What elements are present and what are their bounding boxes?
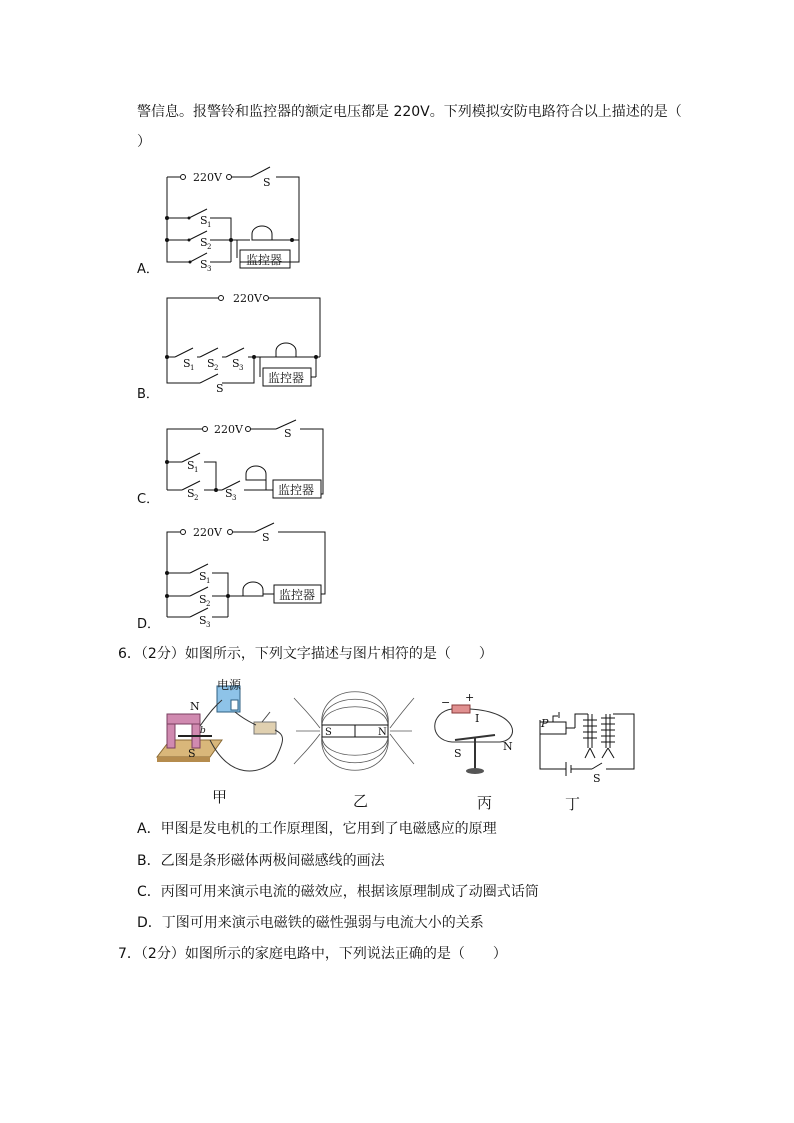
svg-text:S: S [199,593,207,606]
svg-text:S: S [187,487,195,500]
svg-text:2: 2 [194,494,199,502]
q6-option-b[interactable]: B．乙图是条形磁体两极间磁感线的画法 [137,853,385,869]
svg-text:3: 3 [206,621,211,629]
svg-text:S: S [325,727,332,738]
svg-text:3: 3 [232,494,237,502]
q5-option-b-label[interactable]: B． [137,387,159,402]
svg-text:S: S [183,357,191,370]
svg-text:S: S [284,427,292,440]
q6-figure-yi-caption: 乙 [353,792,369,810]
svg-text:S: S [454,747,462,760]
svg-text:220V: 220V [193,526,222,539]
q6-figure-jia-caption: 甲 [212,788,228,806]
q5-stem-line1: 警信息。报警铃和监控器的额定电压都是 220V。下列模拟安防电路符合以上描述的是（ [137,104,682,120]
svg-text:P: P [541,717,549,730]
svg-text:N: N [503,740,513,753]
svg-text:220V: 220V [214,423,243,436]
svg-text:S: S [593,772,601,785]
q5a-switch-s-label: S [263,176,271,189]
svg-text:−: − [441,696,451,709]
svg-text:S: S [200,236,208,249]
svg-text:2: 2 [214,364,219,372]
svg-text:1: 1 [190,364,195,372]
svg-text:2: 2 [206,600,211,608]
q5-option-c-label[interactable]: C． [137,492,160,507]
q5a-monitor-label: 监控器 [246,253,283,267]
q6-option-c[interactable]: C．丙图可用来演示电流的磁效应，根据该原理制成了动圈式话筒 [137,884,539,900]
svg-text:监控器: 监控器 [278,483,315,497]
svg-text:S: S [188,747,196,760]
svg-text:S: S [199,614,207,627]
q5a-voltage-label: 220V [193,171,222,184]
q6-option-a[interactable]: A．甲图是发电机的工作原理图，它用到了电磁感应的原理 [137,821,497,837]
q5-option-a-label[interactable]: A． [137,262,159,277]
svg-text:N: N [378,727,387,738]
svg-text:+: + [465,691,475,704]
q6-figure-bing-caption: 丙 [477,794,493,812]
svg-text:S: S [200,258,208,271]
svg-text:3: 3 [239,364,244,372]
svg-text:2: 2 [207,243,212,251]
q7-stem: 7．（2分）如图所示的家庭电路中，下列说法正确的是（ ） [118,946,507,962]
svg-text:N: N [190,700,200,713]
svg-text:电源: 电源 [217,678,242,692]
svg-text:S: S [216,382,224,395]
q6-stem: 6．（2分）如图所示，下列文字描述与图片相符的是（ ） [118,646,493,662]
svg-text:S: S [207,357,215,370]
svg-text:S: S [232,357,240,370]
svg-text:b: b [200,726,206,736]
q6-figure-ding-caption: 丁 [565,795,581,813]
svg-text:S: S [225,487,233,500]
svg-text:S: S [262,531,270,544]
svg-text:1: 1 [194,466,199,474]
q6-option-d[interactable]: D．丁图可用来演示电磁铁的磁性强弱与电流大小的关系 [137,915,484,931]
svg-text:监控器: 监控器 [268,371,305,385]
svg-text:S: S [187,459,195,472]
q5-stem-line2: ） [137,134,151,150]
svg-text:1: 1 [207,221,212,229]
svg-text:监控器: 监控器 [279,588,316,602]
svg-text:I: I [475,712,480,725]
q5-option-d-label[interactable]: D． [137,617,161,632]
svg-text:S: S [199,570,207,583]
svg-text:3: 3 [207,265,212,273]
svg-text:1: 1 [206,577,211,585]
svg-text:S: S [200,214,208,227]
svg-text:220V: 220V [233,292,262,305]
